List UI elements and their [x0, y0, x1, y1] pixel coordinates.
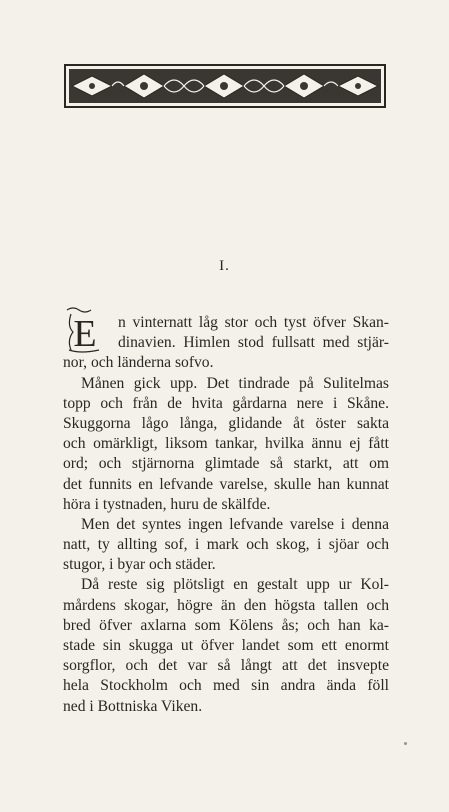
text-line: det funnits en lefvande varelse, skulle han kunnat — [63, 475, 389, 493]
chapter-number: I. — [219, 258, 230, 274]
text-line: höra i tystnaden, huru de skälfde. — [63, 495, 271, 513]
text-line: sorgflor, och det var så långt att det insvepte — [63, 657, 389, 675]
dropcap-letter: E — [73, 313, 97, 354]
text-line: nor, och länderna sofvo. — [63, 354, 214, 372]
text-line: n vinternatt låg stor och tyst öfver Skan- — [118, 314, 389, 331]
text-line: mårdens skogar, högre än den högsta tallen och — [63, 596, 389, 614]
text-line: ned i Bottniska Viken. — [63, 697, 203, 715]
text-line: dinavien. Himlen stod fullsatt med stjär- — [118, 334, 389, 352]
text-line: stade sin skugga ut öfver landet som ett enormt — [63, 637, 389, 654]
text-line: Då reste sig plötsligt en gestalt upp ur Kol- — [81, 576, 389, 594]
text-line: stugor, i byar och städer. — [63, 556, 216, 574]
text-line: Men det syntes ingen lefvande varelse i denna — [81, 515, 389, 533]
text-line: Månen gick upp. Det tindrade på Sulitelmas — [81, 374, 389, 392]
text-line: och omärkligt, liksom tankar, hvilka ännu ej fått — [63, 435, 389, 453]
text-line: bred öfver axlarna som Kölens ås; och han ka- — [63, 616, 389, 634]
text-line: hela Stockholm och med sin andra ända föll — [63, 677, 389, 695]
text-line: Skuggorna lågo långa, glidande åt öster sakta — [63, 414, 389, 432]
paper-speck — [404, 742, 407, 745]
text-line: topp och från de hvita gårdarna nere i Skåne. — [63, 394, 389, 412]
text-line: natt, ty allting sof, i mark och skog, i sjöar och — [63, 536, 389, 554]
decorative-headpiece — [64, 64, 386, 108]
body-text — [63, 313, 389, 717]
text-line: ord; och stjärnorna glimtade så starkt, att om — [63, 455, 389, 473]
